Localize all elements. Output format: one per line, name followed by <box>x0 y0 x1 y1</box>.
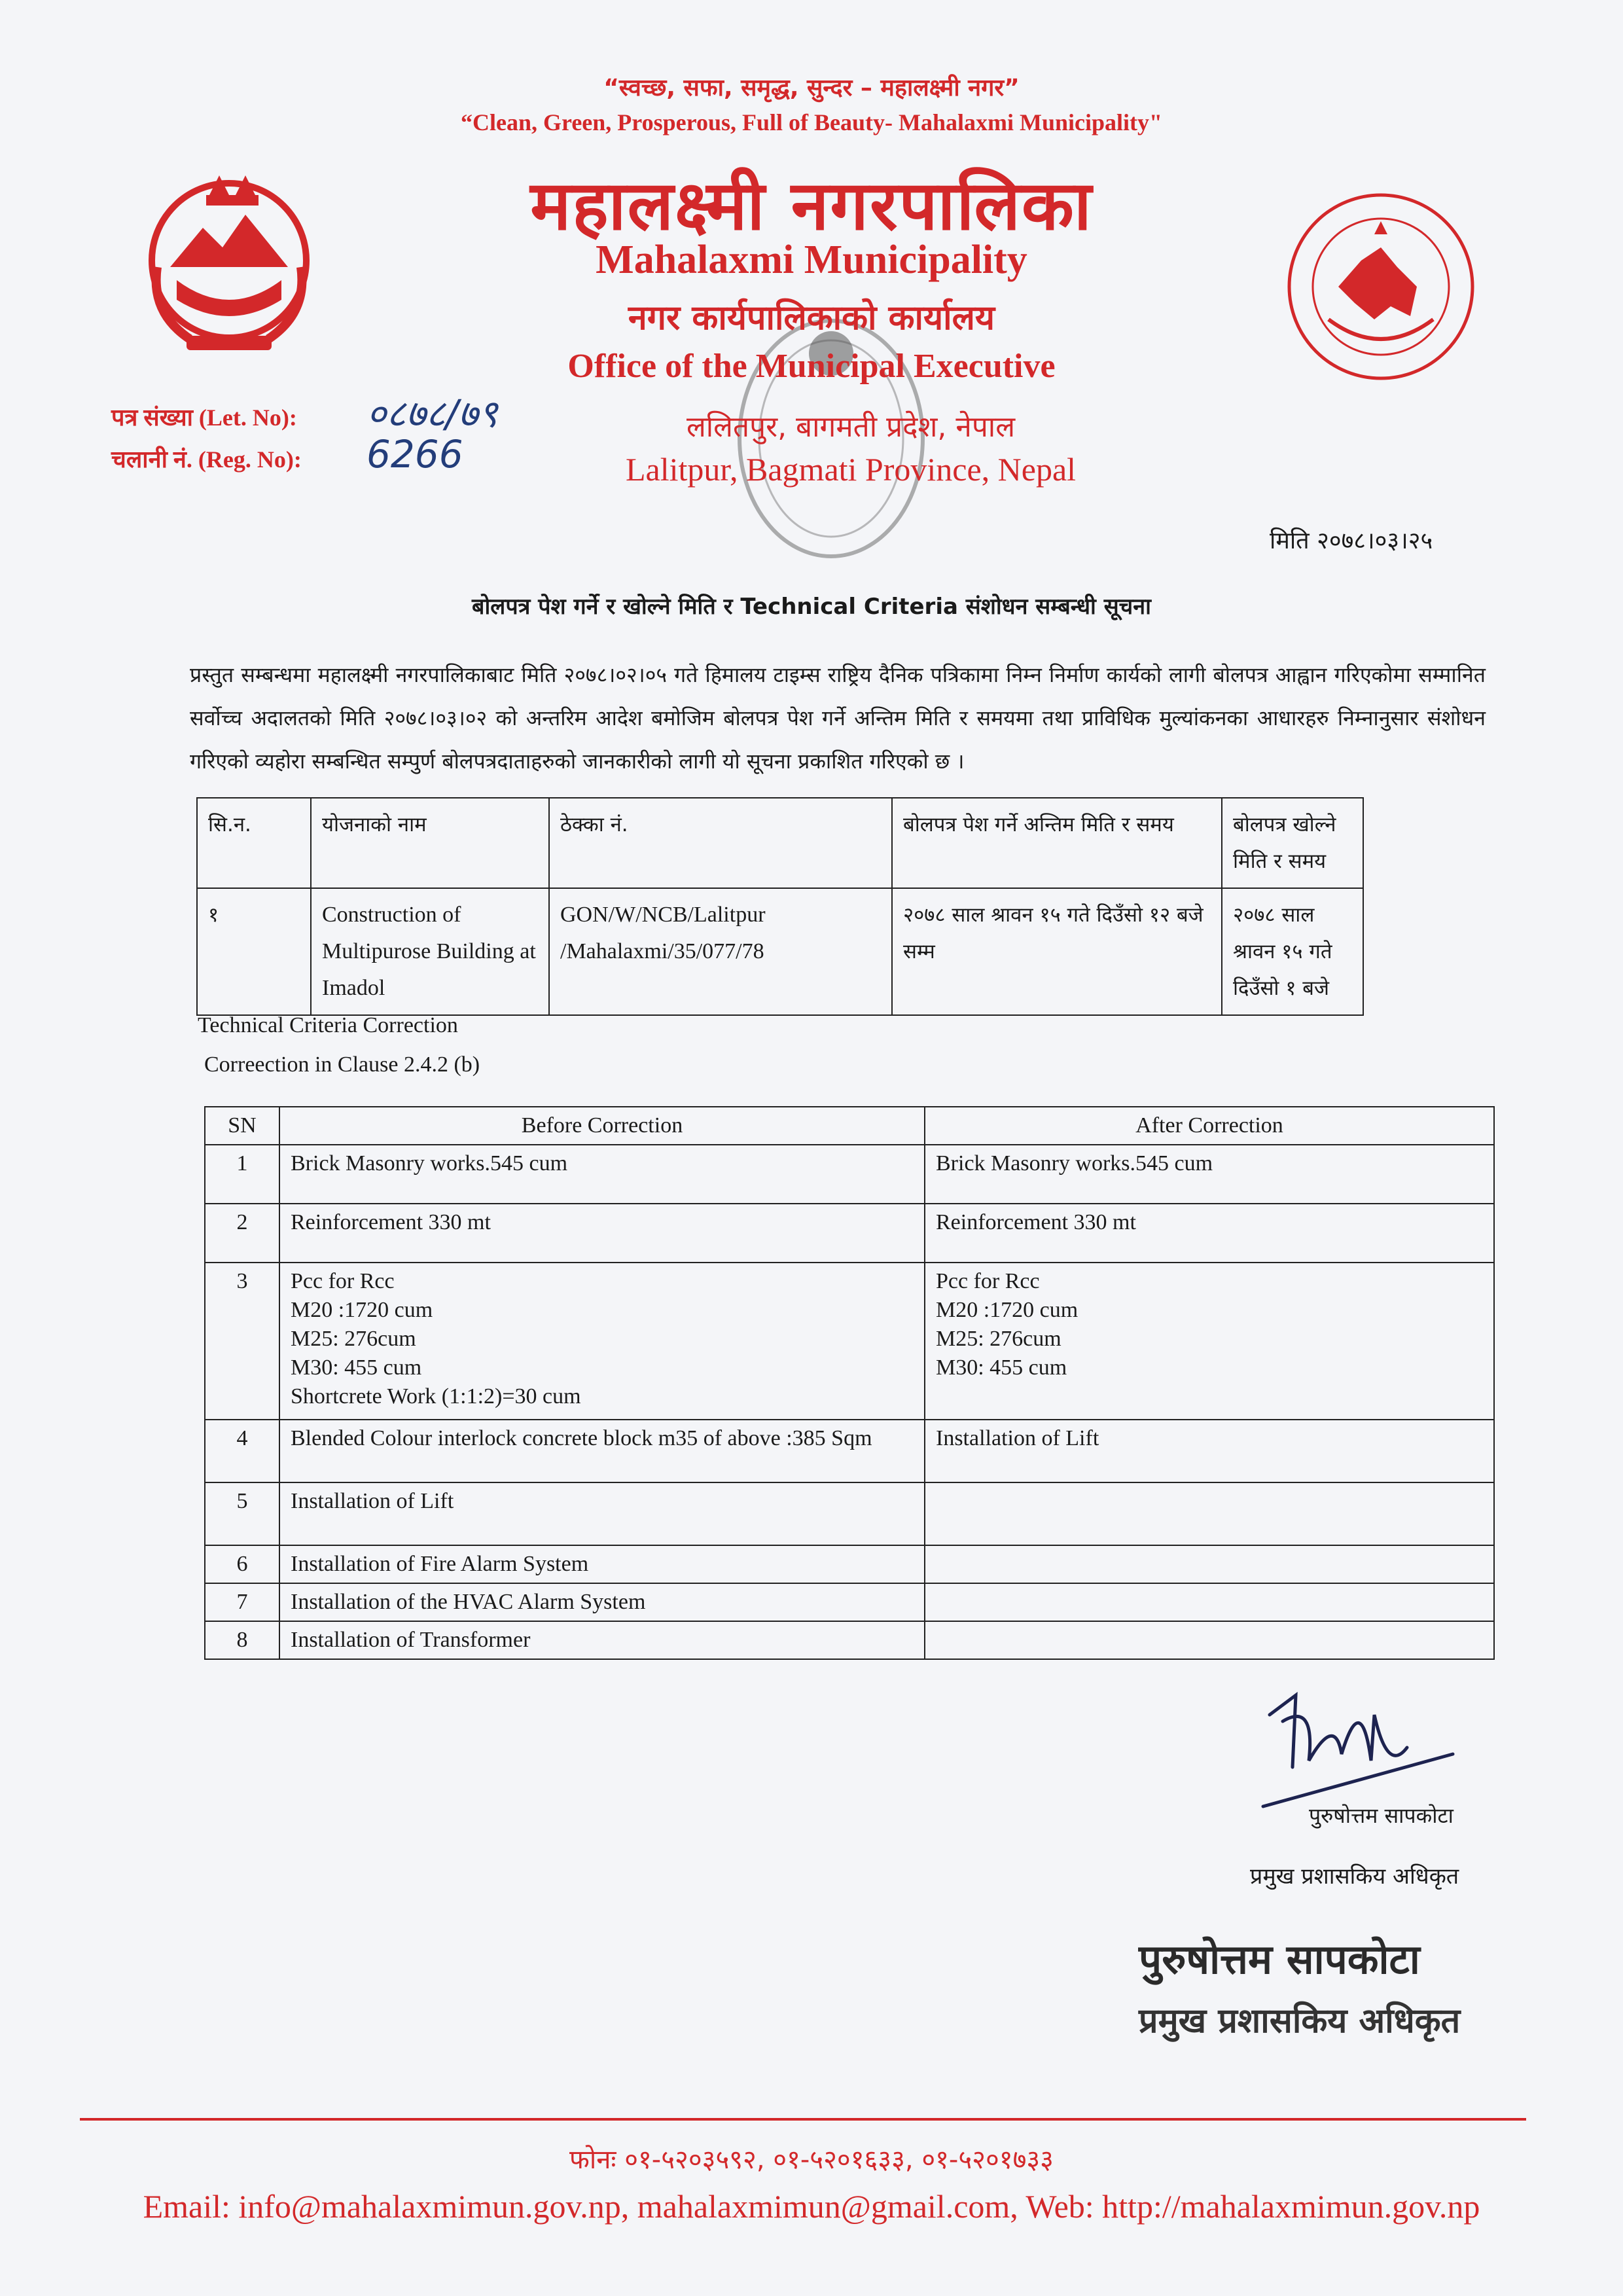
table-cell-after <box>925 1204 1494 1263</box>
slogan-english: “Clean, Green, Prosperous, Full of Beauty- Mahalaxmi Municipality" <box>461 109 1162 135</box>
table-cell-line: Blended Colour interlock concrete block m35 of above :385 Sqm <box>291 1426 872 1450</box>
table-cell-line: Brick Masonry works.545 cum <box>291 1151 568 1175</box>
table-cell-line: M20 :1720 cum <box>291 1298 433 1322</box>
table-cell-line: M30: 455 cum <box>936 1355 1067 1380</box>
bid-schedule-table <box>196 797 1364 1016</box>
table-cell-sn: 5 <box>205 1482 279 1545</box>
table-cell-sn: १ <box>197 888 311 1015</box>
table-cell-submit: २०७८ साल श्रावन १५ गते दिउँसो १२ बजे सम्म <box>892 888 1222 1015</box>
registration-number-value: 6266 <box>366 432 463 476</box>
signatory-stamp-title: प्रमुख प्रशासकिय अधिकृत <box>1139 2001 1461 2041</box>
letter-number-label: पत्र संख्या (Let. No): <box>111 404 297 431</box>
table-cell-sn: 3 <box>205 1263 279 1420</box>
table-cell-line: Installation of Transformer <box>291 1628 531 1652</box>
table-cell-before <box>279 1420 925 1482</box>
table-cell-sn: 8 <box>205 1621 279 1659</box>
table-cell-line: M20 :1720 cum <box>936 1298 1079 1322</box>
slogan-nepali: “स्वच्छ, सफा, समृद्ध, सुन्दर – महालक्ष्मी नगर” <box>603 75 1020 101</box>
table-cell-line: M25: 276cum <box>936 1327 1061 1351</box>
table-cell-after <box>925 1145 1494 1204</box>
signature-icon <box>1257 1676 1492 1820</box>
table-header-row <box>197 798 1363 888</box>
table-cell-after <box>925 1482 1494 1545</box>
table-cell-before <box>279 1482 925 1545</box>
table-cell-contract: GON/W/NCB/Lalitpur /Mahalaxmi/35/077/78 <box>549 888 892 1015</box>
table-cell-project: Construction of Multipurose Building at Imadol <box>311 888 549 1015</box>
table-cell-line: Installation of Fire Alarm System <box>291 1552 589 1576</box>
table-cell-before <box>279 1145 925 1204</box>
office-title-nepali: नगर कार्यपालिकाको कार्यालय <box>628 298 995 338</box>
table-row <box>205 1545 1494 1583</box>
table-row <box>205 1420 1494 1482</box>
table-header-cell: बोलपत्र पेश गर्ने अन्तिम मिति र समय <box>892 798 1222 888</box>
office-title-english: Office of the Municipal Executive <box>567 348 1056 385</box>
correction-table <box>204 1106 1495 1660</box>
table-cell-after <box>925 1621 1494 1659</box>
table-row <box>197 888 1363 1015</box>
table-cell-line: Reinforcement 330 mt <box>936 1210 1136 1234</box>
table-header-cell: ठेक्का नं. <box>549 798 892 888</box>
footer-divider <box>80 2118 1526 2121</box>
table-header-cell: योजनाको नाम <box>311 798 549 888</box>
table-header-cell: Before Correction <box>279 1107 925 1145</box>
table-header-row <box>205 1107 1494 1145</box>
table-row <box>205 1263 1494 1420</box>
table-cell-line: Installation of Lift <box>936 1426 1099 1450</box>
signatory-name: पुरुषोत्तम सापकोटा <box>1309 1803 1454 1828</box>
table-cell-line: Pcc for Rcc <box>291 1269 395 1293</box>
table-cell-after <box>925 1263 1494 1420</box>
table-cell-after <box>925 1420 1494 1482</box>
footer-phone: फोनः ०१-५२०३५९२, ०१-५२०१६३३, ०१-५२०१७३३ <box>569 2145 1054 2175</box>
table-header-cell: After Correction <box>925 1107 1494 1145</box>
table-cell-sn: 2 <box>205 1204 279 1263</box>
registration-number-label: चलानी नं. (Reg. No): <box>111 446 302 473</box>
table-cell-line: Brick Masonry works.545 cum <box>936 1151 1213 1175</box>
table-header-cell: SN <box>205 1107 279 1145</box>
table-cell-line: Installation of Lift <box>291 1489 454 1513</box>
correction-clause: Correection in Clause 2.4.2 (b) <box>204 1052 480 1077</box>
table-row <box>205 1482 1494 1545</box>
table-cell-before <box>279 1545 925 1583</box>
table-cell-before <box>279 1621 925 1659</box>
table-cell-after <box>925 1545 1494 1583</box>
table-cell-line: Installation of the HVAC Alarm System <box>291 1590 646 1614</box>
table-cell-sn: 1 <box>205 1145 279 1204</box>
table-cell-line: Pcc for Rcc <box>936 1269 1040 1293</box>
table-cell-sn: 4 <box>205 1420 279 1482</box>
signatory-stamp-name: पुरुषोत्तम सापकोटा <box>1139 1935 1420 1983</box>
letter-date: मिति २०७८।०३।२५ <box>1270 528 1433 554</box>
municipality-title-nepali: महालक्ष्मी नगरपालिका <box>530 166 1093 245</box>
table-cell-sn: 6 <box>205 1545 279 1583</box>
table-cell-sn: 7 <box>205 1583 279 1621</box>
notice-heading: बोलपत्र पेश गर्ने र खोल्ने मिति र Technical Criteria संशोधन सम्बन्धी सूचना <box>472 594 1151 620</box>
table-cell-open: २०७८ साल श्रावन १५ गते दिउँसो १ बजे <box>1222 888 1363 1015</box>
table-row <box>205 1583 1494 1621</box>
table-cell-after <box>925 1583 1494 1621</box>
table-cell-line: Reinforcement 330 mt <box>291 1210 491 1234</box>
table-header-cell: सि.न. <box>197 798 311 888</box>
table-row <box>205 1145 1494 1204</box>
table-cell-before <box>279 1583 925 1621</box>
address-english: Lalitpur, Bagmati Province, Nepal <box>625 451 1077 488</box>
table-cell-line: M30: 455 cum <box>291 1355 422 1380</box>
table-row <box>205 1621 1494 1659</box>
letter-number-value: ०८७८/७९ <box>366 391 498 436</box>
table-cell-line: M25: 276cum <box>291 1327 416 1351</box>
notice-body: प्रस्तुत सम्बन्धमा महालक्ष्मी नगरपालिकाबाट मिति २०७८।०२।०५ गते हिमालय टाइम्स राष्ट्रिय दैनिक पत्रिकामा निम्न निर्माण कार्यको लागी बोलपत्र आह्वान गरिएकोमा सम्मानित सर्वोच्च अदालतको मिति २०७८।०३।०२ को अन्तरिम आदेश बमोजिम बोलपत्र पेश गर्ने अन्तिम मिति र समयमा तथा प्राविधिक मुल्यांकनका आधारहरु निम्नानुसार संशोधन गरिएको व्यहोरा सम्बन्धित सम्पुर्ण बोलपत्रदाताहरुको जानकारीको लागी यो सूचना प्रकाशित गरिएको छ । <box>190 662 1486 774</box>
correction-title: Technical Criteria Correction <box>198 1013 458 1037</box>
table-cell-line: Shortcrete Work (1:1:2)=30 cum <box>291 1384 581 1408</box>
footer-contact: Email: info@mahalaxmimun.gov.np, mahalaxmimun@gmail.com, Web: http://mahalaxmimun.gov.np <box>143 2188 1480 2225</box>
table-cell-before <box>279 1263 925 1420</box>
table-cell-before <box>279 1204 925 1263</box>
table-header-cell: बोलपत्र खोल्ने मिति र समय <box>1222 798 1363 888</box>
table-row <box>205 1204 1494 1263</box>
municipality-title-english: Mahalaxmi Municipality <box>596 238 1027 282</box>
signatory-title: प्रमुख प्रशासकिय अधिकृत <box>1250 1863 1459 1890</box>
address-nepali: ललितपुर, बागमती प्रदेश, नेपाल <box>686 410 1016 444</box>
